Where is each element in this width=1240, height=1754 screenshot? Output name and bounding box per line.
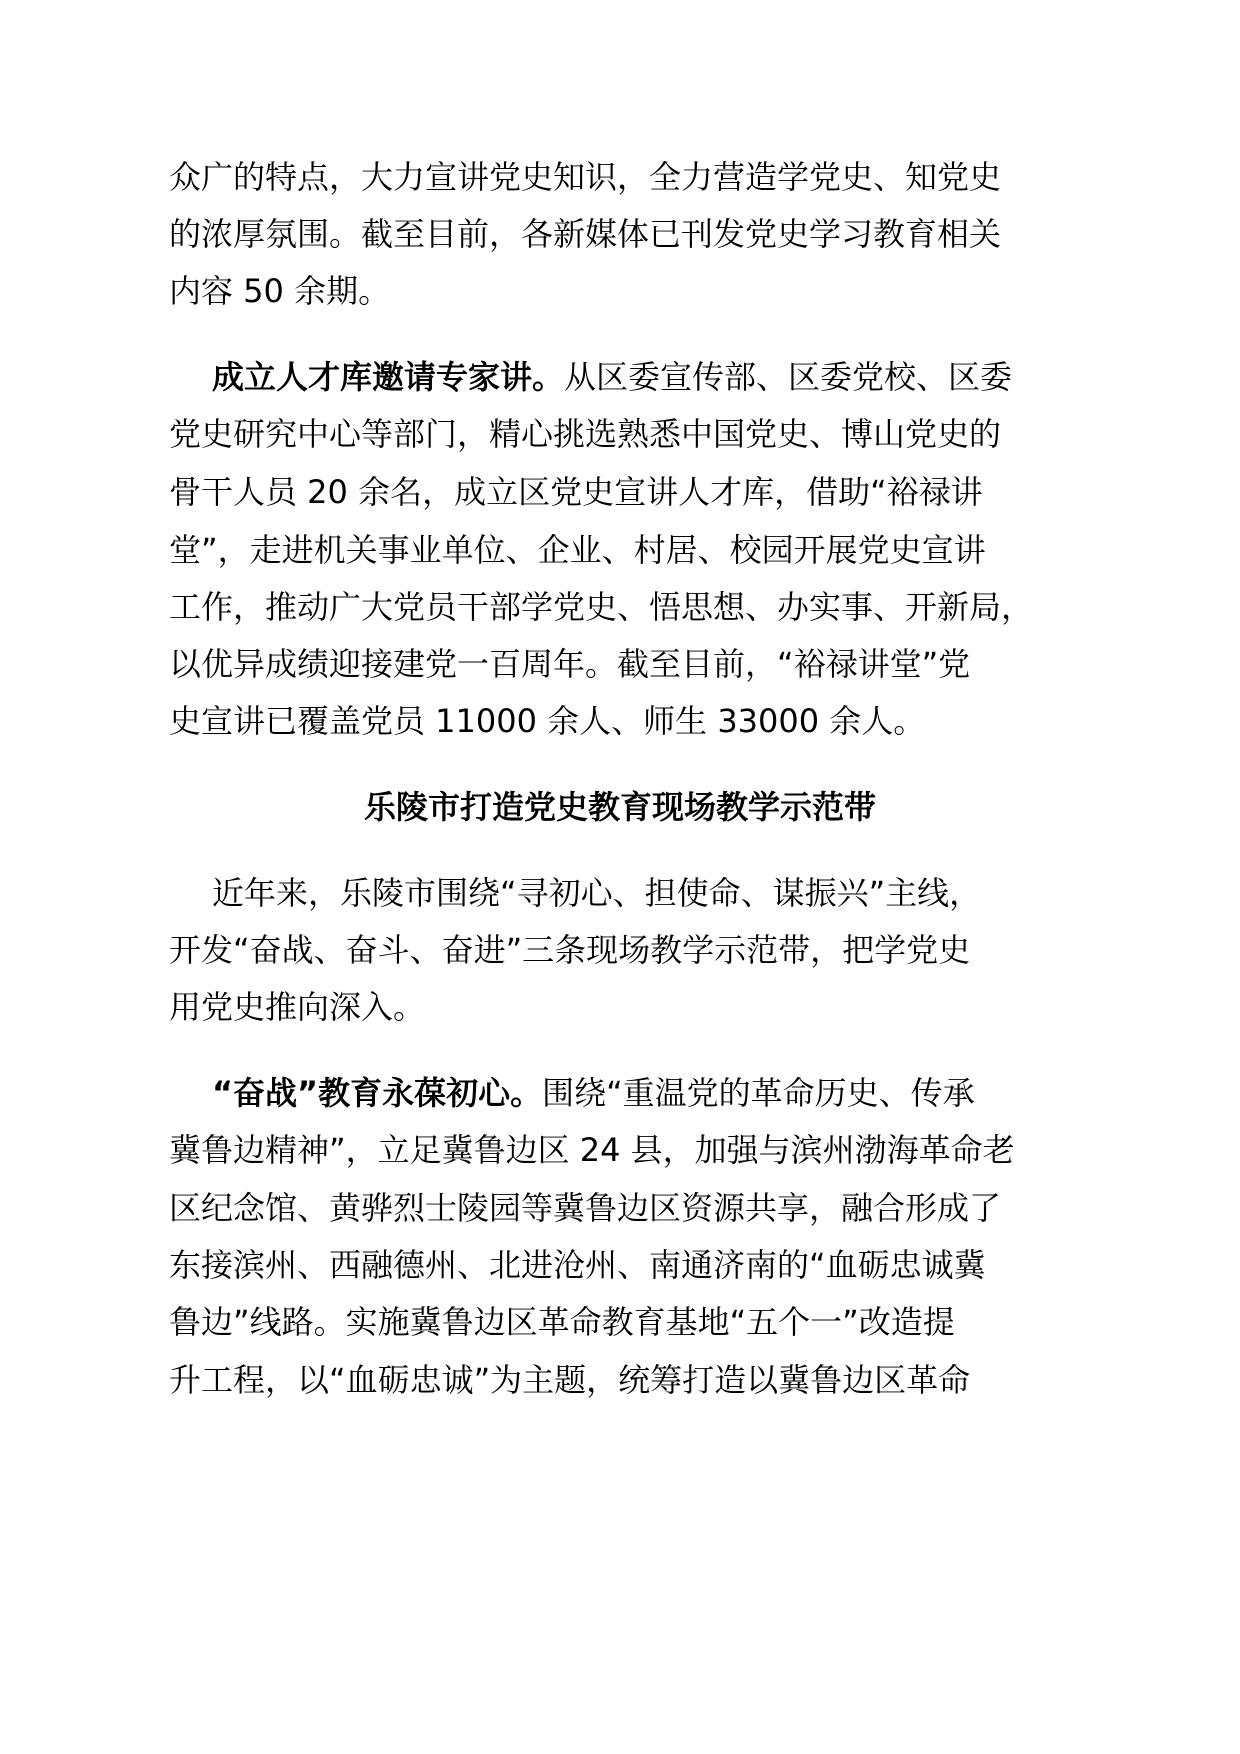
paragraph-line: 东接滨州、西融德州、北进沧州、南通济南的“血砺忠诚冀	[169, 1246, 986, 1284]
paragraph-text: 围绕“重温党的革命历史、传承	[542, 1074, 975, 1112]
paragraph-line: 用党史推向深入。	[169, 988, 426, 1026]
paragraph-lead: “奋战”教育永葆初心。	[212, 1074, 543, 1112]
paragraph-line: 区纪念馆、黄骅烈士陵园等冀鲁边区资源共享，融合形成了	[169, 1189, 1002, 1227]
paragraph-text: 从区委宣传部、区委党校、区委	[564, 358, 1013, 396]
paragraph-line: 内容 50 余期。	[169, 272, 391, 310]
paragraph-line: 鲁边”线路。实施冀鲁边区革命教育基地“五个一”改造提	[169, 1303, 955, 1341]
paragraph-line: 工作，推动广大党员干部学党史、悟思想、办实事、开新局，	[169, 588, 1034, 626]
section-heading: 乐陵市打造党史教育现场教学示范带	[363, 788, 876, 826]
paragraph-line: 以优异成绩迎接建党一百周年。截至目前，“裕禄讲堂”党	[169, 645, 971, 683]
paragraph-line: 冀鲁边精神”，立足冀鲁边区 24 县，加强与滨州渤海革命老	[169, 1131, 1015, 1169]
paragraph-line: 众广的特点，大力宣讲党史知识，全力营造学党史、知党史	[169, 158, 1002, 196]
paragraph-line: 党史研究中心等部门，精心挑选熟悉中国党史、博山党史的	[169, 415, 1002, 453]
paragraph-line: 的浓厚氛围。截至目前，各新媒体已刊发党史学习教育相关	[169, 215, 1002, 253]
paragraph-line: 升工程，以“血砺忠诚”为主题，统筹打造以冀鲁边区革命	[169, 1361, 971, 1399]
paragraph-first-line	[212, 357, 1012, 397]
paragraph-first-line	[212, 1073, 975, 1113]
paragraph-first-line: 近年来，乐陵市围绕“寻初心、担使命、谋振兴”主线，	[212, 874, 982, 912]
paragraph-line: 骨干人员 20 余名，成立区党史宣讲人才库，借助“裕禄讲	[169, 473, 983, 511]
paragraph-lead: 成立人才库邀请专家讲。	[212, 358, 565, 396]
paragraph-line: 堂”，走进机关事业单位、企业、村居、校园开展党史宣讲	[169, 531, 986, 569]
paragraph-line: 史宣讲已覆盖党员 11000 余人、师生 33000 余人。	[169, 702, 926, 740]
paragraph-line: 开发“奋战、奋斗、奋进”三条现场教学示范带，把学党史	[169, 931, 971, 969]
